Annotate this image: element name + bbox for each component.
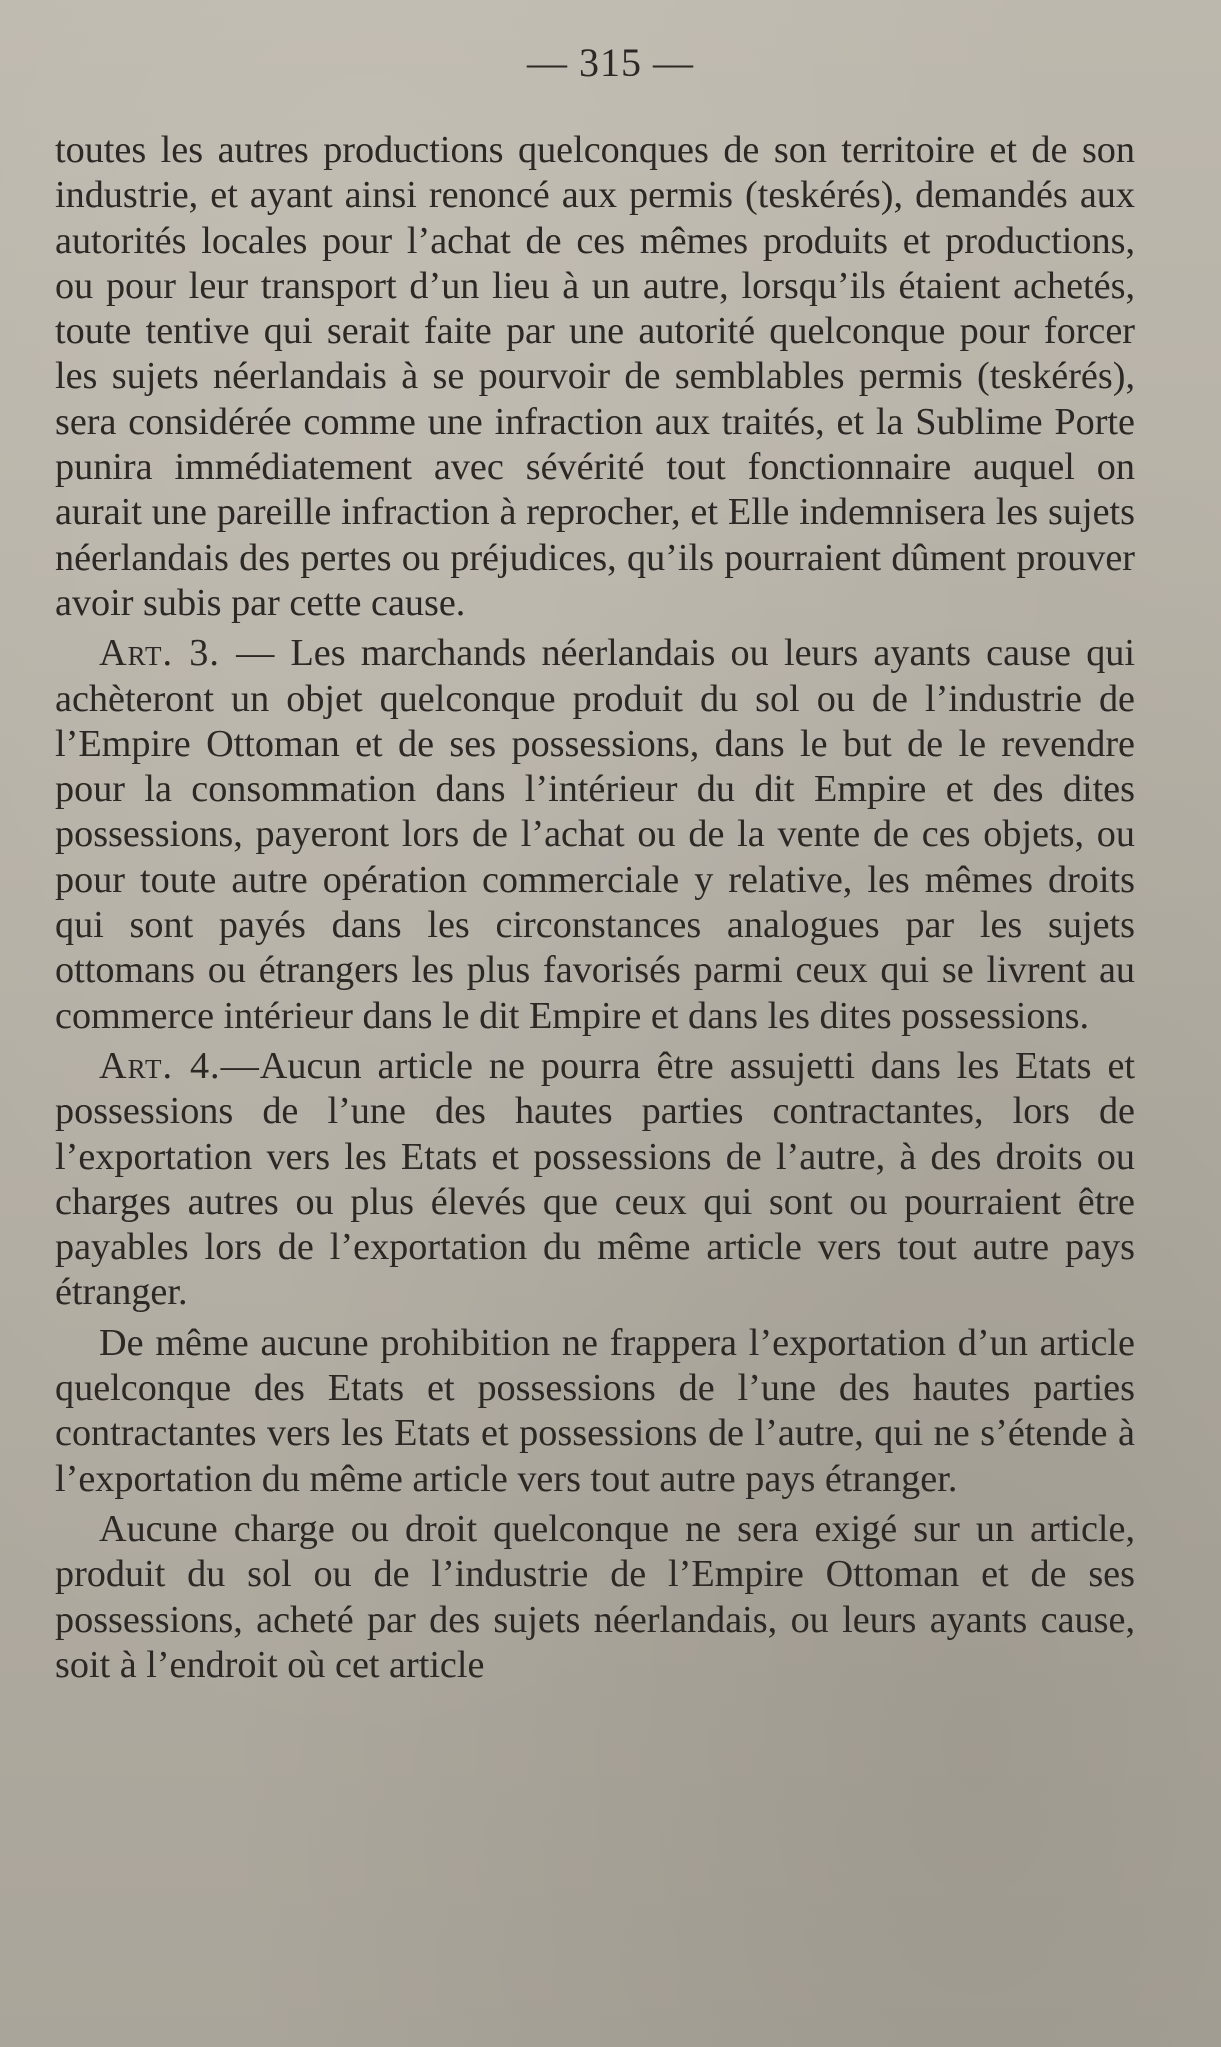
paragraph-text: toutes les autres productions quelconques de son territoire et de son industrie, et ayant ainsi renoncé aux permis (teskérés), demandés aux autorités locales pour l’achat de ces mêmes produits et productions, ou pour leur transport d’un lieu à un autre, lorsqu’ils étaient achetés, toute tentive qui serait faite par une autorité quelconque pour forcer les sujets néerlandais à se pourvoir de semblables permis (teskérés), sera considérée comme une infraction aux traités, et la Sublime Porte punira immédiatement avec sévérité tout fonctionnaire auquel on aurait une pareille infraction à reprocher, et Elle indemnisera les sujets néerlandais des pertes ou préjudices, qu’ils pourraient dûment prouver avoir subis par cette cause. [55, 129, 1135, 624]
paragraph-continuation [55, 128, 1135, 626]
page-body [55, 128, 1135, 1693]
article-label: Art. 4.— [99, 1044, 260, 1087]
paragraph-de-meme [55, 1321, 1135, 1502]
page-number-header: — 315 — [527, 40, 694, 85]
paragraph-text: Aucun article ne pourra être assujetti dans les Etats et possessions de l’une des hautes parties contractantes, lors de l’exportation vers les Etats et possessions de l’autre, à des droits ou charges autres ou plus élevés que ceux qui sont ou pourraient être payables lors de l’exportation du même article vers tout autre pays étranger. [55, 1044, 1135, 1314]
paragraph-text: Aucune charge ou droit quelconque ne sera exigé sur un article, produit du sol ou de l’industrie de l’Empire Ottoman et de ses possessions, acheté par des sujets néerlandais, ou leurs ayants cause, soit à l’endroit où cet article [55, 1507, 1135, 1686]
paragraph-article-4 [55, 1044, 1135, 1316]
paragraph-article-3 [55, 631, 1135, 1039]
paragraph-text: Les marchands néerlandais ou leurs ayants cause qui achèteront un objet quelconque produit du sol ou de l’industrie de l’Empire Ottoman et de ses possessions, dans le but de le revendre pour la consommation dans l’intérieur du dit Empire et des dites possessions, payeront lors de l’achat ou de la vente de ces objets, ou pour toute autre opération commerciale y relative, les mêmes droits qui sont payés dans les circonstances analogues par les sujets ottomans ou étrangers les plus favorisés parmi ceux qui se livrent au commerce intérieur dans le dit Empire et dans les dites possessions. [55, 632, 1135, 1037]
article-label: Art. 3. — [99, 632, 276, 675]
paragraph-text: De même aucune prohibition ne frappera l’exportation d’un article quelconque des Etats et possessions de l’une des hautes parties contractantes vers les Etats et possessions de l’autre, qui ne s’étende à l’exportation du même article vers tout autre pays étranger. [55, 1321, 1135, 1500]
paragraph-aucune-charge [55, 1507, 1135, 1688]
